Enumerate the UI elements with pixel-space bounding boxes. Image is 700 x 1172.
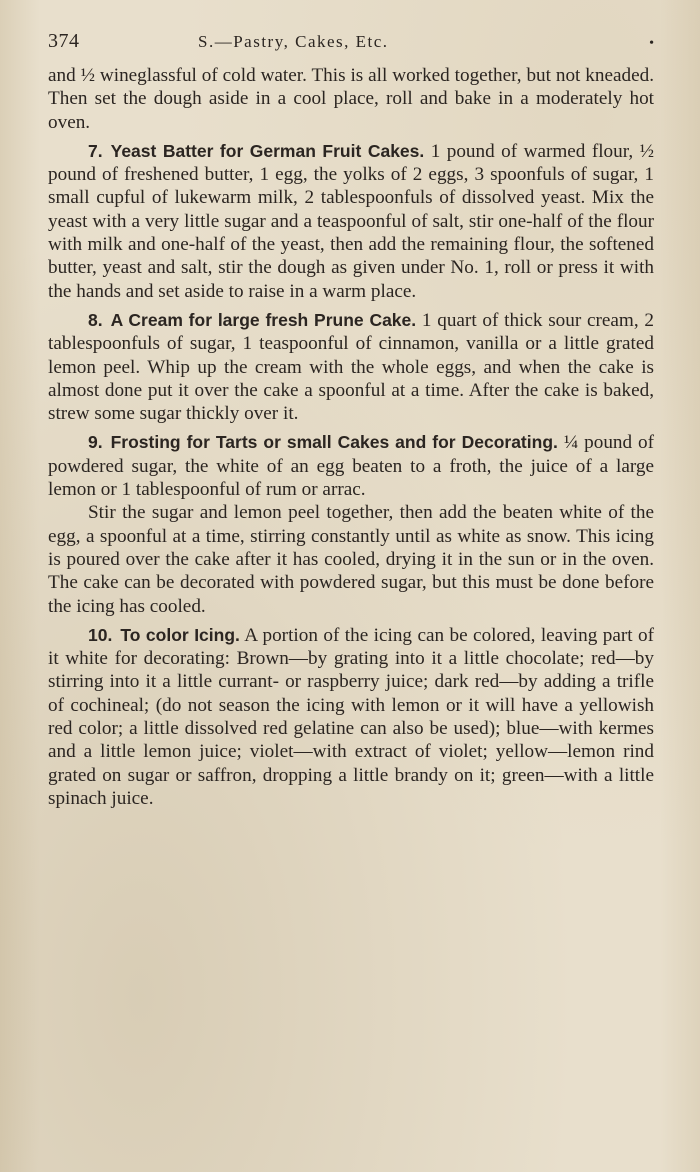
- section-number: 7.: [88, 140, 103, 161]
- page-header: [48, 30, 654, 64]
- section-body: A portion of the icing can be colored, leaving part of it white for decorating: Brown—by grating into it a little chocolate; red—by stirring into it a little currant- or raspberry juice; dark red—by adding a trifle of cochineal; (do not season the icing with lemon or it will have a yellowish red color; a little dissolved red gelatine can also be used); blue—with kermes and a little lemon juice; violet—with extract of violet; yellow—lemon rind grated on sugar or saffron, dropping a little brandy on it; green—with a little spinach juice.: [48, 624, 654, 809]
- section-8: [48, 309, 654, 425]
- section-number: 9.: [88, 432, 103, 453]
- section-body: 1 pound of warmed flour, ½ pound of freshened butter, 1 egg, the yolks of 2 eggs, 3 spoonfuls of sugar, 1 small cupful of lukewarm milk, 2 tablespoonfuls of dissolved yeast. Mix the yeast with a very little sugar and a teaspoonful of salt, stir one-half of the flour with milk and one-half of the yeast, then add the remaining flour, the softened butter, yeast and salt, stir the dough as given under No. 1, roll or press it with the hands and set aside to raise in a warm place.: [48, 140, 654, 302]
- section-title: A Cream for large fresh Prune Cake.: [110, 309, 417, 330]
- section-number: 10.: [88, 624, 113, 645]
- section-title: Yeast Batter for German Fruit Cakes.: [110, 140, 425, 161]
- section-title: Frosting for Tarts or small Cakes and for Decorating.: [110, 432, 558, 453]
- section-9: [48, 431, 654, 501]
- book-page: [48, 30, 654, 810]
- section-title: To color Icing.: [120, 624, 240, 645]
- ornament-dot: •: [649, 36, 654, 51]
- section-number: 8.: [88, 309, 103, 330]
- page-number: 374: [48, 30, 80, 52]
- paragraph-continuation: and ½ wineglassful of cold water. This is all worked together, but not kneaded. Then set the dough aside in a cool place, roll and bake in a moderately hot oven.: [48, 65, 654, 133]
- section-10: [48, 624, 654, 810]
- running-head: S.—Pastry, Cakes, Etc.: [198, 32, 389, 51]
- section-9-instructions: Stir the sugar and lemon peel together, then add the beaten white of the egg, a spoonful at a time, stirring constantly until as white as snow. This icing is poured over the cake after it has cooled, drying it in the sun or in the oven. The cake can be decorated with powdered sugar, but this must be done before the icing has cooled.: [48, 502, 654, 617]
- section-body: 1 quart of thick sour cream, 2 tablespoonfuls of sugar, 1 teaspoonful of cinnamon, vanilla or a little grated lemon peel. Whip up the cream with the whole eggs, and when the cake is almost done put it over the cake a spoonful at a time. After the cake is baked, strew some sugar thickly over it.: [48, 309, 654, 425]
- section-body: ¼ pound of powdered sugar, the white of an egg beaten to a froth, the juice of a large lemon or 1 tablespoonful of rum or arrac.: [48, 432, 655, 501]
- section-7: [48, 140, 654, 303]
